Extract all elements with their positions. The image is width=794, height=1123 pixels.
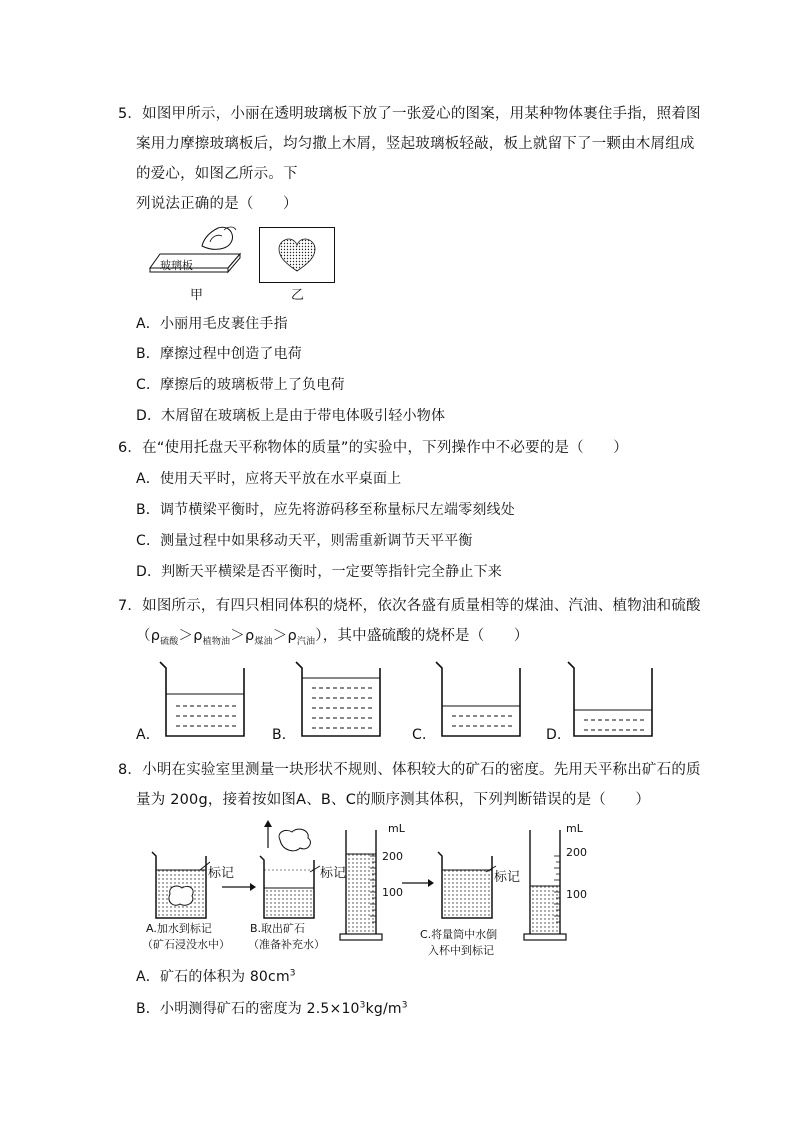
q7-tail: ），其中盛硫酸的烧杯是（ ） (315, 628, 529, 644)
q8-beaker-c (436, 850, 496, 920)
q5-line2: 案用力摩擦玻璃板后，均匀撒上木屑，竖起玻璃板轻敲，板上就留下了一颗由木屑组成 (136, 136, 695, 152)
q8-up-arrow (262, 820, 274, 848)
q8-cylinder-2 (524, 826, 596, 944)
q7-rho-1: ρ (150, 628, 161, 644)
q6-option-a: A．使用天平时，应将天平放在水平桌面上 (136, 471, 402, 487)
q5-glass-label: 玻璃板 (160, 259, 193, 272)
q7-label-b: B． (272, 727, 297, 743)
q7-beaker-a (158, 660, 248, 738)
q8-option-b-sup: 3 (359, 1000, 366, 1011)
q7-sub-kerosene: 煤油 (254, 636, 273, 647)
q8-cyl1-tick-200: 200 (382, 850, 403, 863)
q5-option-c: C．摩擦后的玻璃板带上了负电荷 (136, 377, 345, 393)
q7-label-a: A． (136, 727, 160, 743)
q5-option-a: A．小丽用毛皮裹住手指 (136, 316, 288, 332)
q8-cyl1-tick-100: 100 (382, 886, 403, 899)
q7-beaker-c (434, 660, 524, 738)
q8-arrow-1 (222, 882, 256, 892)
q8-option-b-unit: kg/m (365, 1001, 402, 1017)
q5-option-d: D．木屑留在玻璃板上是由于带电体吸引轻小物体 (136, 408, 446, 424)
q8-option-b-text: B．小明测得矿石的密度为 2.5×10 (136, 1001, 360, 1017)
q8-option-b-sup2: 3 (401, 1000, 408, 1011)
q6-option-d: D．判断天平横梁是否平衡时，一定要等指针完全静止下来 (136, 564, 502, 580)
q8-option-a-sup: 3 (289, 968, 296, 979)
q7-sub-sulfuric: 硫酸 (160, 636, 179, 647)
q8-caption-a2: （矿石浸没水中） (142, 938, 230, 951)
q8-arrow-2 (402, 878, 434, 888)
q7-label-c: C． (412, 727, 437, 743)
q8-caption-b2: （准备补充水） (248, 938, 325, 951)
q8-option-b (136, 998, 408, 1018)
q5-label-yi: 乙 (291, 288, 305, 303)
q7-gt-1: ＞ (178, 628, 194, 644)
q8-caption-a1: A.加水到标记 (146, 922, 212, 935)
q8-line2: 量为 200g，接着按如图A、B、C的顺序测其体积，下列判断错误的是（ ） (136, 792, 651, 808)
q8-caption-c2: 入杯中到标记 (428, 944, 494, 957)
q8-cyl1-unit: mL (388, 822, 405, 835)
q8-option-a (136, 966, 296, 986)
q5-line4: 列说法正确的是（ ） (136, 196, 298, 212)
q8-rock (274, 826, 316, 854)
q8-cyl2-unit: mL (566, 822, 583, 835)
q5-option-b: B．摩擦过程中创造了电荷 (136, 346, 303, 362)
q7-label-d: D． (546, 727, 572, 743)
q8-beaker-b (258, 854, 318, 920)
q7-rho-3: ρ (244, 628, 255, 644)
q7-sub-vegoil: 植物油 (202, 636, 231, 647)
q8-cyl2-tick-200: 200 (566, 846, 587, 859)
q6-option-c: C．测量过程中如果移动天平，则需重新调节天平平衡 (136, 533, 473, 549)
q6-option-b: B．调节横梁平衡时，应先将游码移至称量标尺左端零刻线处 (136, 502, 516, 518)
q7-sub-gasoline: 汽油 (296, 636, 316, 647)
q8-line1: 8．小明在实验室里测量一块形状不规则、体积较大的矿石的密度。先用天平称出矿石的质 (118, 762, 701, 778)
q7-line2 (136, 624, 529, 647)
q8-mark-label-a: 标记 (208, 866, 235, 881)
q7-rho-2: ρ (193, 628, 203, 644)
q7-open-paren: （ (136, 628, 151, 644)
q7-gt-3: ＞ (272, 628, 288, 644)
q5-line1: 5．如图甲所示，小丽在透明玻璃板下放了一张爱心的图案，用某种物体裹住手指，照着图 (118, 106, 701, 122)
q8-caption-b1: B.取出矿石 (250, 922, 306, 935)
q7-beaker-b (294, 660, 384, 738)
q8-option-a-text: A．矿石的体积为 80cm (136, 969, 290, 985)
q5-label-jia: 甲 (190, 288, 204, 303)
q8-caption-c1: C.将量筒中水倒 (420, 928, 498, 941)
q5-line3: 的爱心，如图乙所示。下 (136, 166, 298, 182)
q8-cyl2-tick-100: 100 (566, 888, 587, 901)
q7-rho-4: ρ (287, 628, 297, 644)
q6-line1: 6．在“使用托盘天平称物体的质量”的实验中，下列操作中不必要的是（ ） (118, 440, 628, 456)
q5-figure-yi (259, 227, 335, 283)
q7-line1: 7．如图所示，有四只相同体积的烧杯，依次各盛有质量相等的煤油、汽油、植物油和硫酸 (118, 598, 701, 614)
q7-gt-2: ＞ (230, 628, 245, 644)
q7-beaker-d (566, 660, 656, 738)
q8-mark-label-b: 标记 (320, 866, 347, 881)
q8-mark-label-c: 标记 (494, 870, 521, 885)
